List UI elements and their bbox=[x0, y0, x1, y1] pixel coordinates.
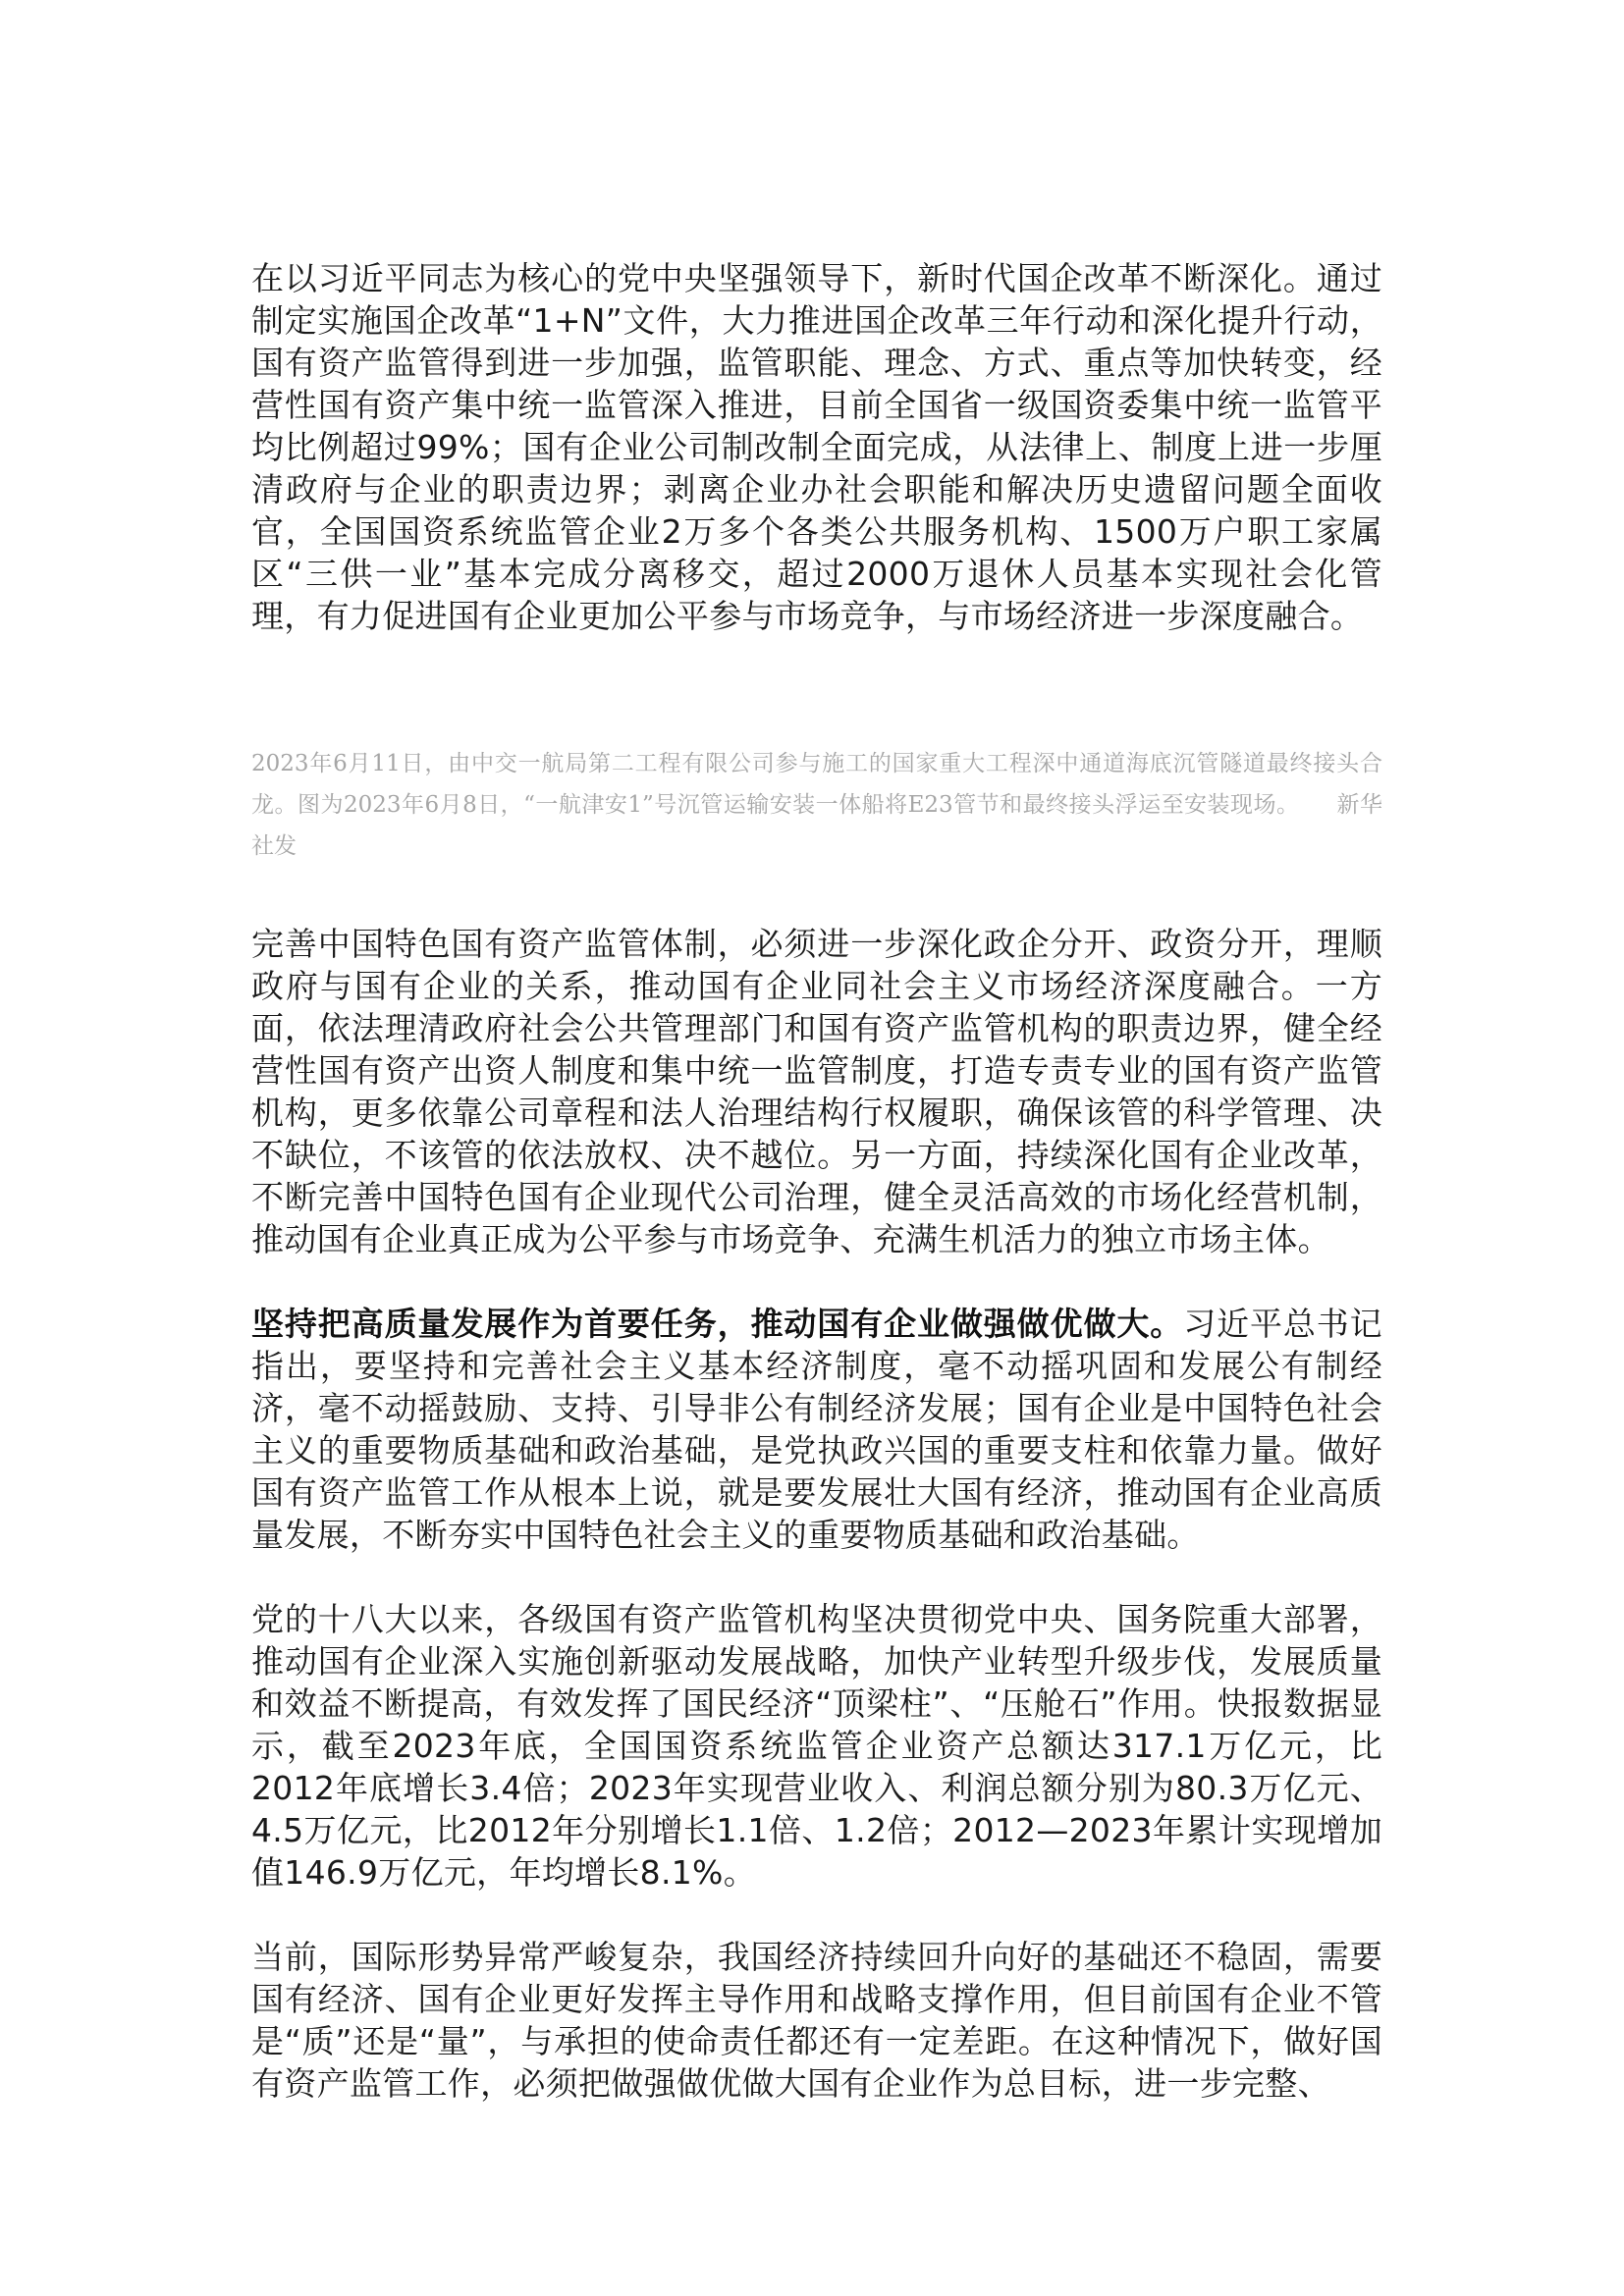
photo-caption-text: 2023年6月11日，由中交一航局第二工程有限公司参与施工的国家重大工程深中通道海底沉管隧道最终接头合龙。图为2023年6月8日，“一航津安1”号沉管运输安装一体船将E23管节和最终接头浮运至安装现场。 bbox=[251, 751, 1382, 818]
paragraph-text: 党的十八大以来，各级国有资产监管机构坚决贯彻党中央、国务院重大部署，推动国有企业深入实施创新驱动发展战略，加快产业转型升级步伐，发展质量和效益不断提高，有效发挥了国民经济“顶梁柱”、“压舱石”作用。快报数据显示，截至2023年底，全国国资系统监管企业资产总额达317.1万亿元，比2012年底增长3.4倍；2023年实现营业收入、利润总额分别为80.3万亿元、4.5万亿元，比2012年分别增长1.1倍、1.2倍；2012—2023年累计实现增加值146.9万亿元，年均增长8.1%。 bbox=[251, 1600, 1382, 1892]
photo-caption-credit: 新华社发 bbox=[251, 792, 1383, 859]
paragraph-achievements-statistics bbox=[251, 1598, 1382, 1894]
paragraph-supervision-system bbox=[251, 923, 1382, 1260]
article-body bbox=[251, 257, 1382, 2105]
paragraph-text: 习近平总书记指出，要坚持和完善社会主义基本经济制度，毫不动摇巩固和发展公有制经济，毫不动摇鼓励、支持、引导非公有制经济发展；国有企业是中国特色社会主义的重要物质基础和政治基础，是党执政兴国的重要支柱和依靠力量。做好国有资产监管工作从根本上说，就是要发展壮大国有经济，推动国有企业高质量发展，不断夯实中国特色社会主义的重要物质基础和政治基础。 bbox=[251, 1305, 1382, 1554]
paragraph-current-situation bbox=[251, 1936, 1382, 2105]
paragraph-text: 当前，国际形势异常严峻复杂，我国经济持续回升向好的基础还不稳固，需要国有经济、国有企业更好发挥主导作用和战略支撑作用，但目前国有企业不管是“质”还是“量”，与承担的使命责任都还有一定差距。在这种情况下，做好国有资产监管工作，必须把做强做优做大国有企业作为总目标，进一步完整、 bbox=[251, 1938, 1382, 2103]
paragraph-lead-heading: 坚持把高质量发展作为首要任务，推动国有企业做强做优做大。 bbox=[251, 1305, 1184, 1343]
photo-caption bbox=[251, 743, 1382, 867]
paragraph-text: 完善中国特色国有资产监管体制，必须进一步深化政企分开、政资分开，理顺政府与国有企业的关系，推动国有企业同社会主义市场经济深度融合。一方面，依法理清政府社会公共管理部门和国有资产监管机构的职责边界，健全经营性国有资产出资人制度和集中统一监管制度，打造专责专业的国有资产监管机构，更多依靠公司章程和法人治理结构行权履职，确保该管的科学管理、决不缺位，不该管的依法放权、决不越位。另一方面，持续深化国有企业改革，不断完善中国特色国有企业现代公司治理，健全灵活高效的市场化经营机制，推动国有企业真正成为公平参与市场竞争、充满生机活力的独立市场主体。 bbox=[251, 925, 1382, 1258]
paragraph-reform-overview bbox=[251, 257, 1382, 637]
paragraph-high-quality-development bbox=[251, 1303, 1382, 1556]
paragraph-text: 在以习近平同志为核心的党中央坚强领导下，新时代国企改革不断深化。通过制定实施国企改革“1+N”文件，大力推进国企改革三年行动和深化提升行动，国有资产监管得到进一步加强，监管职能、理念、方式、重点等加快转变，经营性国有资产集中统一监管深入推进，目前全国省一级国资委集中统一监管平均比例超过99%；国有企业公司制改制全面完成，从法律上、制度上进一步厘清政府与企业的职责边界；剥离企业办社会职能和解决历史遗留问题全面收官，全国国资系统监管企业2万多个各类公共服务机构、1500万户职工家属区“三供一业”基本完成分离移交，超过2000万退休人员基本实现社会化管理，有力促进国有企业更加公平参与市场竞争，与市场经济进一步深度融合。 bbox=[251, 259, 1382, 635]
